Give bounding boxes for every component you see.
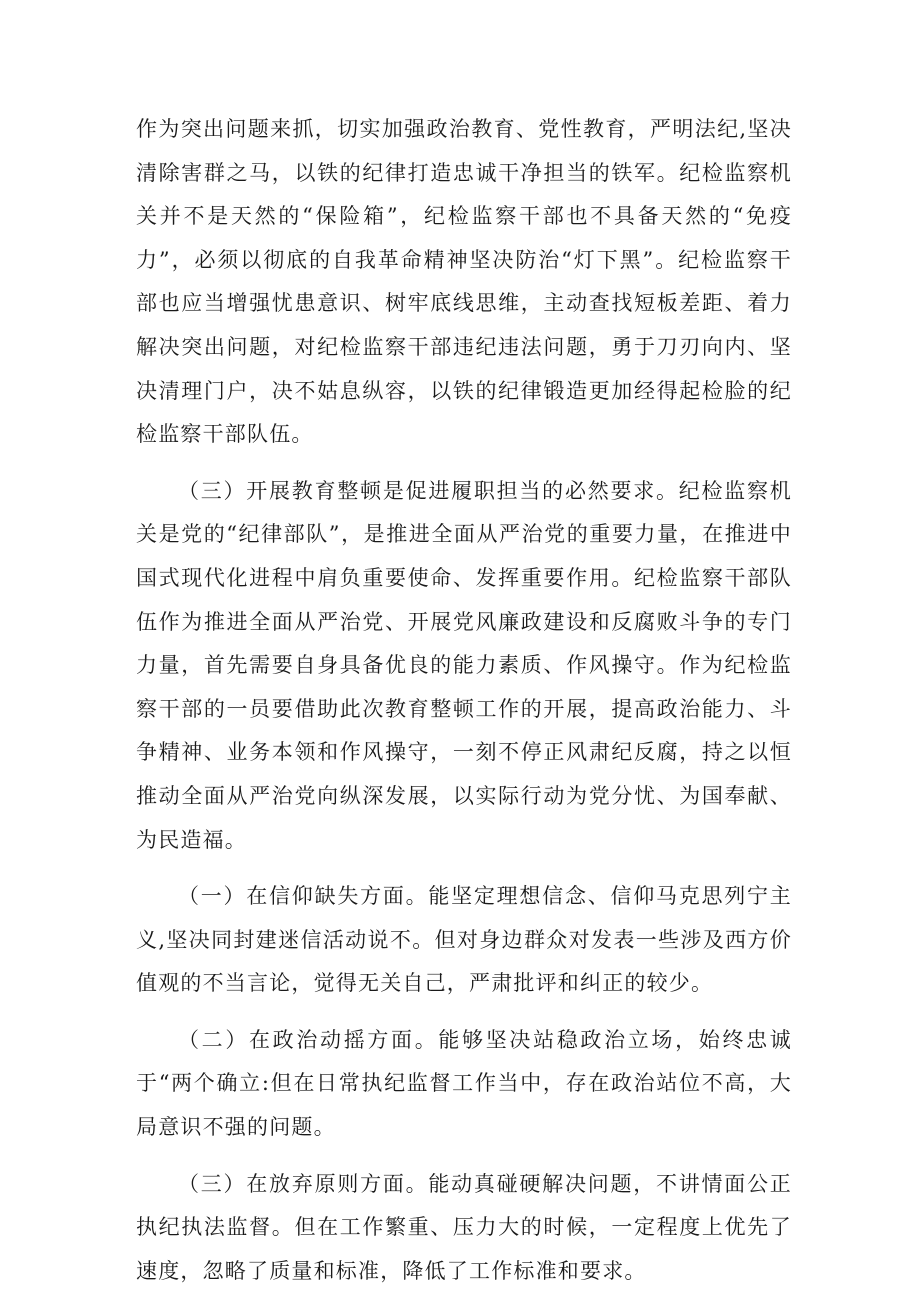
paragraph-faith: （一）在信仰缺失方面。能坚定理想信念、信仰马克思列宁主义,坚决同封建迷信活动说不。但对身边群众对发表一些涉及西方价值观的不当言论，觉得无关自己，严肃批评和纠正的较少。 (136, 884, 792, 996)
paragraph-continuation: 作为突出问题来抓，切实加强政治教育、党性教育，严明法纪,坚决清除害群之马，以铁的纪律打造忠诚干净担当的铁军。纪检监察机关并不是天然的“保险箱”，纪检监察干部也不具备天然的“免疫力”，必须以彻底的自我革命精神坚决防治“灯下黑”。纪检监察干部也应当增强忧患意识、树牢底线思维，主动查找短板差距、着力解决突出问题，对纪检监察干部违纪违法问题，勇于刀刃向内、坚决清理门户，决不姑息纵容，以铁的纪律锻造更加经得起检脸的纪检监察干部队伍。 (136, 117, 792, 447)
paragraph-political: （二）在政治动摇方面。能够坚决站稳政治立场，始终忠诚于“两个确立:但在日常执纪监督工作当中，存在政治站位不高，大局意识不强的问题。 (136, 1027, 792, 1140)
paragraph-section-three: （三）开展教育整顿是促进履职担当的必然要求。纪检监察机关是党的“纪律部队”，是推进全面从严治党的重要力量，在推进中国式现代化进程中肩负重要使命、发挥重要作用。纪检监察干部队伍作为推进全面从严治党、开展党风廉政建设和反腐败斗争的专门力量，首先需要自身具备优良的能力素质、作风操守。作为纪检监察干部的一员要借助此次教育整顿工作的开展，提高政治能力、斗争精神、业务本领和作风操守，一刻不停正风肃纪反腐，持之以恒推动全面从严治党向纵深发展，以实际行动为党分忧、为国奉献、为民造福。 (136, 478, 792, 852)
paragraph-principle: （三）在放弃原则方面。能动真碰硬解决问题，不讲情面公正执纪执法监督。但在工作繁重、压力大的时候，一定程度上优先了速度，忽略了质量和标准，降低了工作标准和要求。 (136, 1171, 792, 1283)
document-page (136, 108, 792, 1293)
